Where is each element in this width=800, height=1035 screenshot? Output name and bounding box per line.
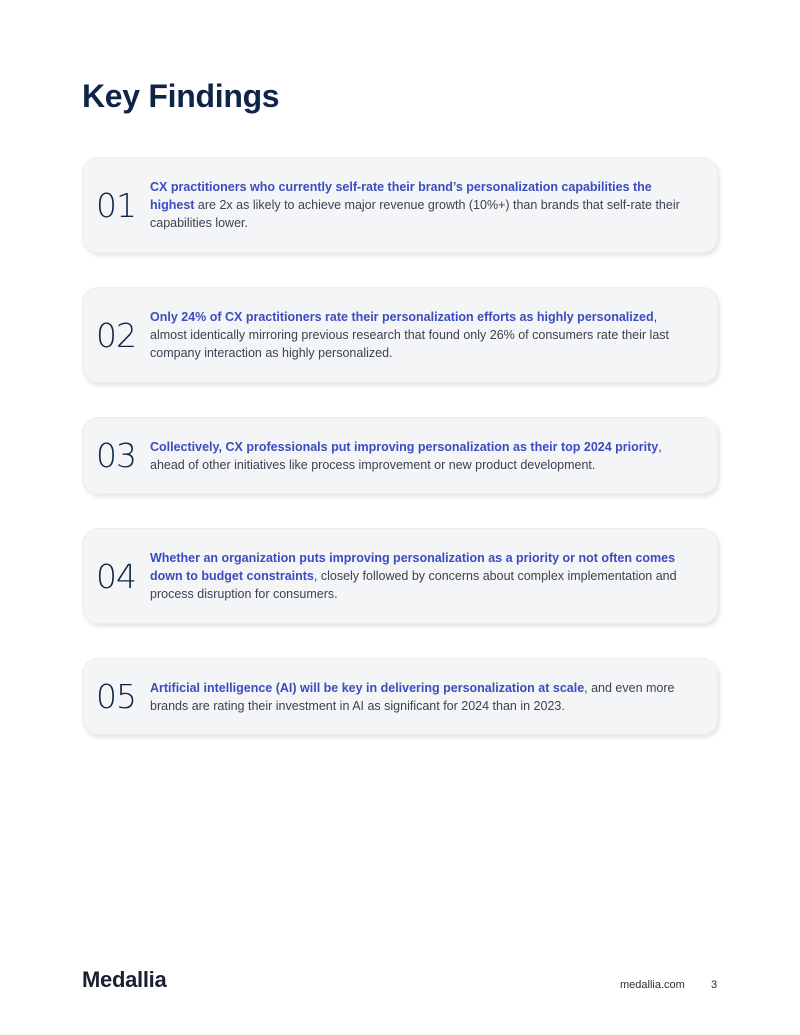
finding-text	[150, 178, 718, 232]
finding-body: , and even more brands are rating their investment in AI as significant for 2024 than in 2023.	[150, 680, 675, 713]
finding-card-01	[82, 157, 718, 253]
finding-body: , closely followed by concerns about complex implementation and process disruption for consumers.	[150, 569, 677, 601]
page-title: Key Findings	[82, 78, 280, 114]
finding-card-02	[82, 287, 718, 383]
finding-number: 03	[96, 436, 136, 475]
finding-number: 02	[96, 315, 136, 355]
finding-text	[150, 438, 718, 474]
finding-card-05	[82, 658, 718, 735]
finding-body: , almost identically mirroring previous research that found only 26% of consumers rate their last company interaction as highly personalized.	[150, 310, 669, 360]
finding-highlight: Artificial intelligence (AI) will be key in delivering personalization at scale	[150, 680, 585, 695]
finding-text	[150, 308, 718, 362]
finding-card-03	[82, 417, 718, 494]
finding-highlight: CX practitioners who currently self-rate their brand’s personalization capabilities the highest	[150, 180, 652, 212]
finding-text	[150, 549, 718, 603]
finding-number: 05	[96, 677, 136, 716]
finding-card-04	[82, 528, 718, 624]
finding-highlight: Collectively, CX professionals put improving personalization as their top 2024 priority	[150, 439, 659, 454]
finding-highlight: Only 24% of CX practitioners rate their personalization efforts as highly personalized	[150, 310, 654, 324]
finding-highlight: Whether an organization puts improving personalization as a priority or not often comes down to budget constraints	[150, 551, 676, 583]
footer-website: medallia.com	[620, 979, 685, 991]
finding-body: are 2x as likely to achieve major revenue growth (10%+) than brands that self-rate their capabilities lower.	[150, 198, 680, 230]
finding-number: 01	[96, 185, 136, 225]
finding-body: , ahead of other initiatives like process improvement or new product development.	[150, 439, 662, 472]
medallia-logo: Medallia	[82, 967, 167, 992]
page-number: 3	[711, 979, 718, 991]
finding-text	[150, 679, 718, 715]
finding-number: 04	[96, 556, 136, 596]
key-findings-list	[82, 157, 718, 735]
